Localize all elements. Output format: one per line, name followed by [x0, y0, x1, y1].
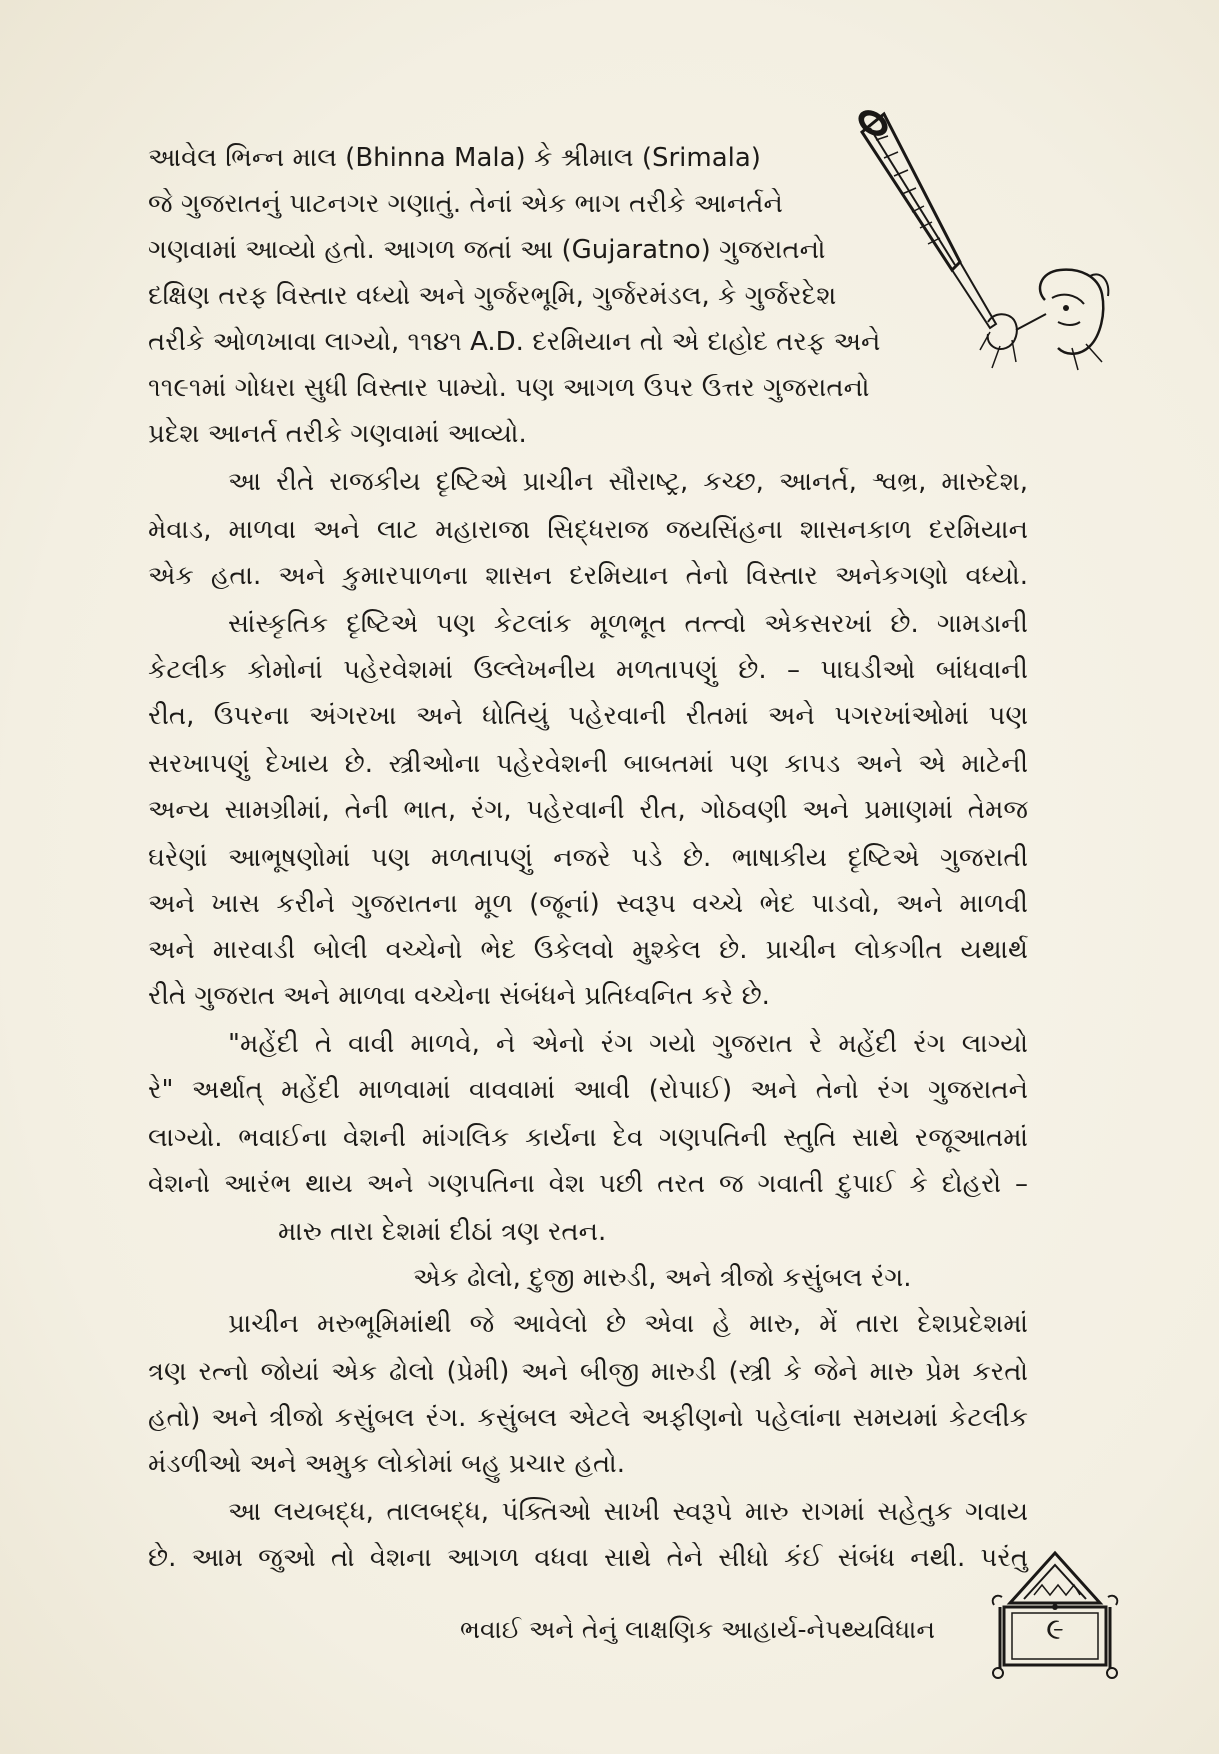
- text-line: ત્રણ રત્નો જોયાં એક ઢોલો (પ્રેમી) અને બીજી મારુડી (સ્ત્રી કે જેને મારુ પ્રેમ કરતો: [148, 1357, 1028, 1387]
- text-line: ૧૧૯૧માં ગોધરા સુધી વિસ્તાર પામ્યો. પણ આગળ ઉપર ઉત્તર ગુજરાતનો: [148, 373, 870, 403]
- horn-blower-illustration: [840, 100, 1140, 390]
- text-line: અને ખાસ કરીને ગુજરાતના મૂળ (જૂનાં) સ્વરૂપ વચ્ચે ભેદ પાડવો, અને માળવી: [148, 889, 1028, 919]
- text-line: તરીકે ઓળખાવા લાગ્યો, ૧૧૪૧ A.D. દરમિયાન તો એ દાહોદ તરફ અને: [148, 327, 881, 357]
- text-line: આ રીતે રાજકીય દૃષ્ટિએ પ્રાચીન સૌરાષ્ટ્ર, કચ્છ, આનર્ત, શ્વભ્ર, મારુદેશ,: [228, 467, 1028, 497]
- text-line: આવેલ ભિન્ન માલ (Bhinna Mala) કે શ્રીમાલ (Srimala): [148, 143, 761, 173]
- text-line: મંડળીઓ અને અમુક લોકોમાં બહુ પ્રચાર હતો.: [148, 1449, 626, 1479]
- text-line: હતો) અને ત્રીજો કસુંબલ રંગ. કસુંબલ એટલે અફીણનો પહેલાંના સમયમાં કેટલીક: [148, 1403, 1028, 1433]
- text-line: આ લયબદ્ધ, તાલબદ્ધ, પંક્તિઓ સાખી સ્વરૂપે મારુ રાગમાં સહેતુક ગવાય: [228, 1497, 1028, 1527]
- text-line: ગણવામાં આવ્યો હતો. આગળ જતાં આ (Gujaratno) ગુજરાતનો: [148, 235, 826, 265]
- text-line: મેવાડ, માળવા અને લાટ મહારાજા સિદ્ધરાજ જયસિંહના શાસનકાળ દરમિયાન: [148, 515, 1028, 545]
- text-line: કેટલીક કોમોનાં પહેરવેશમાં ઉલ્લેખનીય મળતાપણું છે. – પાઘડીઓ બાંધવાની: [148, 655, 1028, 685]
- text-line: રીતે ગુજરાત અને માળવા વચ્ચેના સંબંધને પ્રતિધ્વનિત કરે છે.: [148, 981, 770, 1011]
- text-line: રે" અર્થાત્ મહેંદી માળવામાં વાવવામાં આવી (રોપાઈ) અને તેનો રંગ ગુજરાતને: [148, 1075, 1028, 1105]
- text-line: ઘરેણાં આભૂષણોમાં પણ મળતાપણું નજરે પડે છે. ભાષાકીય દૃષ્ટિએ ગુજરાતી: [148, 843, 1028, 873]
- verse-line: મારુ તારા દેશમાં દીઠાં ત્રણ રતન.: [278, 1217, 607, 1247]
- text-line: દક્ષિણ તરફ વિસ્તાર વધ્યો અને ગુર્જરભૂમિ, ગુર્જરમંડલ, કે ગુર્જરદેશ: [148, 281, 837, 311]
- text-line: છે. આમ જુઓ તો વેશના આગળ વધવા સાથે તેને સીધો કંઈ સંબંધ નથી. પરંતુ: [148, 1543, 1028, 1573]
- text-line: સરખાપણું દેખાય છે. સ્ત્રીઓના પહેરવેશની બાબતમાં પણ કાપડ અને એ માટેની: [148, 749, 1028, 779]
- text-line: રીત, ઉપરના અંગરખા અને ધોતિયું પહેરવાની રીતમાં અને પગરખાંઓમાં પણ: [148, 701, 1028, 731]
- verse-line: એક ઢોલો, દુજી મારુડી, અને ત્રીજો કસુંબલ રંગ.: [413, 1263, 912, 1293]
- text-line: અન્ય સામગ્રીમાં, તેની ભાત, રંગ, પહેરવાની રીત, ગોઠવણી અને પ્રમાણમાં તેમજ: [148, 795, 1028, 825]
- page-number: ૯: [1046, 1612, 1064, 1647]
- text-line: "મહેંદી તે વાવી માળવે, ને એનો રંગ ગયો ગુજરાત રે મહેંદી રંગ લાગ્યો: [228, 1029, 1028, 1059]
- text-line: અને મારવાડી બોલી વચ્ચેનો ભેદ ઉકેલવો મુશ્કેલ છે. પ્રાચીન લોકગીત યથાર્થ: [148, 935, 1028, 965]
- text-line: પ્રદેશ આનર્ત તરીકે ગણવામાં આવ્યો.: [148, 419, 527, 449]
- text-line: લાગ્યો. ભવાઈના વેશની માંગલિક કાર્યના દેવ ગણપતિની સ્તુતિ સાથે રજૂઆતમાં: [148, 1123, 1028, 1153]
- footer-book-title: ભવાઈ અને તેનું લાક્ષણિક આહાર્ય-નેપથ્યવિધાન: [460, 1615, 936, 1644]
- text-line: વેશનો આરંભ થાય અને ગણપતિના વેશ પછી તરત જ ગવાતી દુપાઈ કે દોહરો –: [148, 1169, 1028, 1199]
- text-line: સાંસ્કૃતિક દૃષ્ટિએ પણ કેટલાંક મૂળભૂત તત્ત્વો એકસરખાં છે. ગામડાની: [228, 609, 1028, 639]
- text-line: એક હતા. અને કુમારપાળના શાસન દરમિયાન તેનો વિસ્તાર અનેકગણો વધ્યો.: [148, 561, 1028, 591]
- text-line: જે ગુજરાતનું પાટનગર ગણાતું. તેનાં એક ભાગ તરીકે આનર્તને: [148, 189, 783, 219]
- text-line: પ્રાચીન મરુભૂમિમાંથી જે આવેલો છે એવા હે મારુ, મેં તારા દેશપ્રદેશમાં: [228, 1309, 1028, 1339]
